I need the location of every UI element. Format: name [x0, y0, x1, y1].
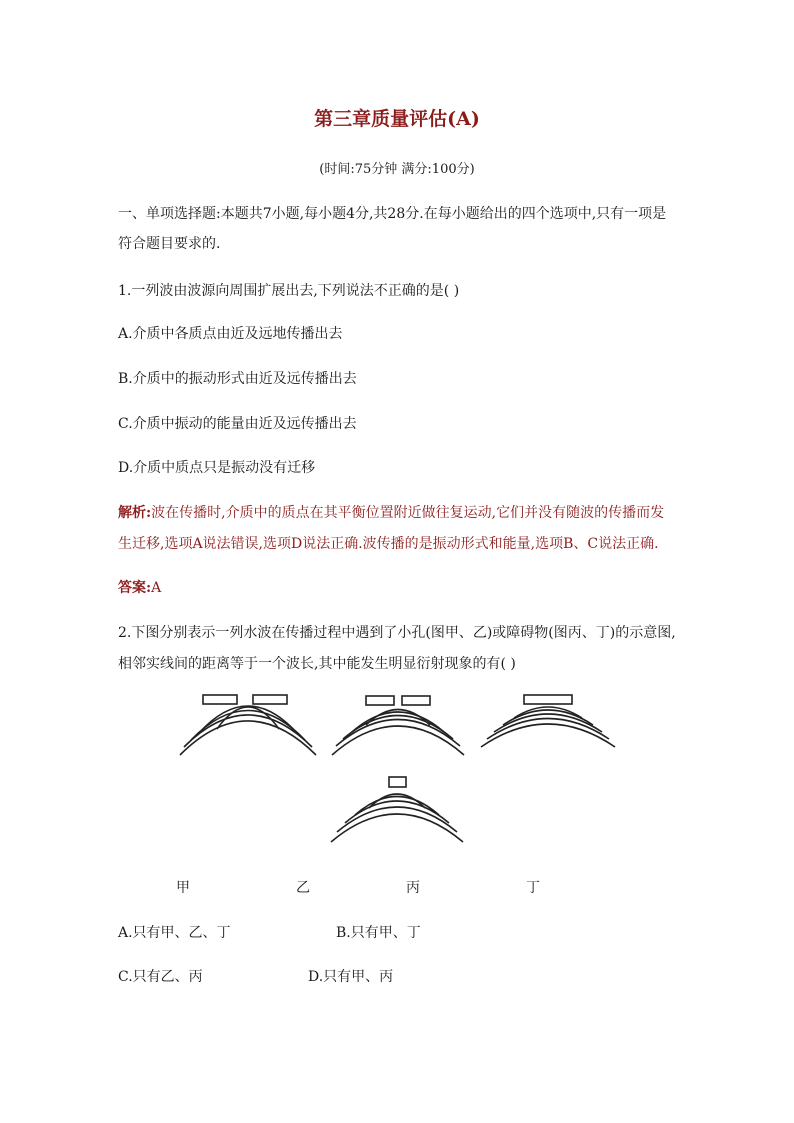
question-2-stem-line2: 相邻实线间的距离等于一个波长,其中能发生明显衍射现象的有( ): [118, 656, 516, 672]
barrier-right: [253, 695, 287, 704]
q2-option-c: C.只有乙、丙: [118, 969, 203, 985]
figure-ding: [331, 777, 463, 842]
figure-label-yi: 乙: [296, 880, 310, 896]
barrier-right: [402, 696, 430, 705]
q1-option-b: B.介质中的振动形式由近及远传播出去: [118, 371, 357, 387]
q1-option-d: D.介质中质点只是振动没有迁移: [118, 460, 316, 476]
figure-label-jia: 甲: [176, 880, 190, 896]
obstacle: [389, 777, 406, 787]
obstacle: [524, 695, 572, 704]
figure-bing: [481, 695, 615, 747]
exam-info: (时间:75分钟 满分:100分): [319, 162, 475, 177]
barrier-left: [366, 696, 394, 705]
figure-label-bing: 丙: [406, 880, 420, 896]
figure-jia: [180, 695, 316, 755]
q2-option-a: A.只有甲、乙、丁: [118, 925, 231, 941]
q2-option-b: B.只有甲、丁: [336, 925, 421, 941]
barrier-left: [203, 695, 237, 704]
q1-option-c: C.介质中振动的能量由近及远传播出去: [118, 416, 357, 432]
analysis-label: 解析:: [118, 505, 152, 521]
q1-option-a: A.介质中各质点由近及远地传播出去: [118, 326, 343, 342]
q2-option-d: D.只有甲、丙: [308, 969, 394, 985]
figure-yi: [332, 696, 464, 755]
analysis-text-1: 波在传播时,介质中的质点在其平衡位置附近做往复运动,它们并没有随波的传播而发: [151, 505, 665, 521]
answer-value: A: [151, 580, 162, 596]
answer-label: 答案:: [118, 580, 152, 596]
question-2-stem-line1: 2.下图分别表示一列水波在传播过程中遇到了小孔(图甲、乙)或障碍物(图丙、丁)的示意图,: [118, 625, 676, 641]
section-instructions-line2: 符合题目要求的.: [118, 236, 221, 252]
figure-label-ding: 丁: [526, 880, 540, 896]
q1-analysis-line2: 生迁移,选项A说法错误,选项D说法正确.波传播的是振动形式和能量,选项B、C说法正确.: [118, 536, 659, 552]
section-instructions-line1: 一、单项选择题:本题共7小题,每小题4分,共28分.在每小题给出的四个选项中,只有一项是: [118, 206, 667, 222]
question-1-stem: 1.一列波由波源向周围扩展出去,下列说法不正确的是( ): [118, 283, 460, 299]
page-title: 第三章质量评估(A): [314, 108, 480, 130]
